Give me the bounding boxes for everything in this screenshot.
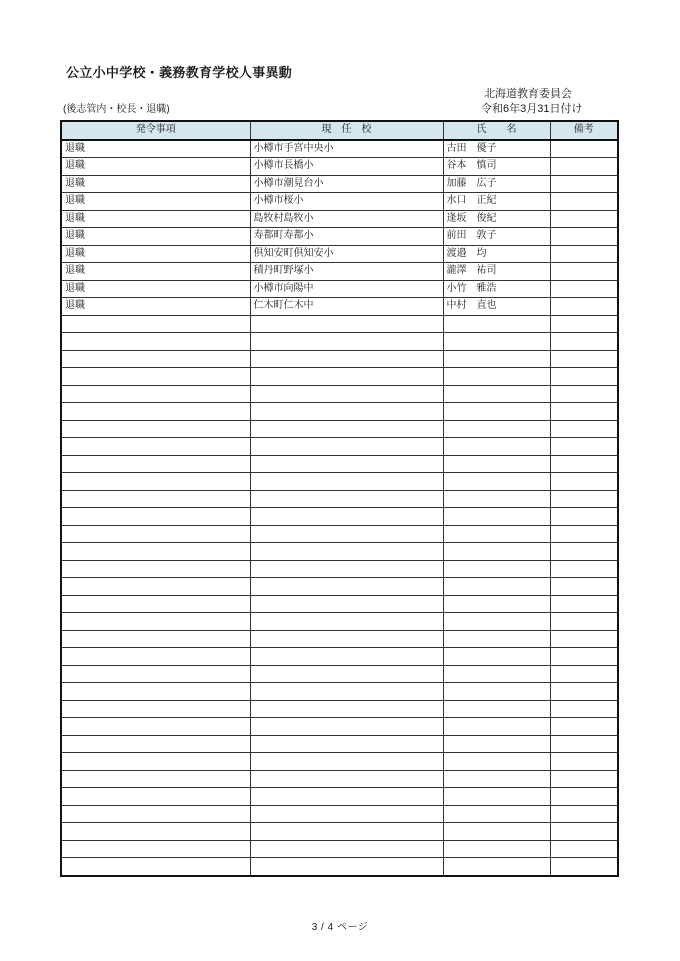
cell-name <box>443 595 550 613</box>
cell-remarks <box>550 858 618 876</box>
cell-name <box>443 350 550 368</box>
table-row <box>61 210 618 228</box>
table-row <box>61 175 618 193</box>
cell-name <box>443 333 550 351</box>
cell-school <box>250 403 443 421</box>
cell-action: 退職 <box>61 228 250 246</box>
cell-action <box>61 753 250 771</box>
cell-remarks <box>550 228 618 246</box>
cell-school: 小樽市潮見台小 <box>250 175 443 193</box>
cell-name <box>443 700 550 718</box>
cell-remarks <box>550 560 618 578</box>
cell-action <box>61 840 250 858</box>
table-row-empty <box>61 718 618 736</box>
cell-remarks <box>550 735 618 753</box>
cell-remarks <box>550 385 618 403</box>
personnel-table <box>60 120 619 877</box>
cell-school <box>250 420 443 438</box>
cell-school <box>250 823 443 841</box>
cell-name <box>443 613 550 631</box>
table-row-empty <box>61 858 618 876</box>
cell-school <box>250 350 443 368</box>
cell-remarks <box>550 175 618 193</box>
cell-school <box>250 315 443 333</box>
cell-action <box>61 630 250 648</box>
cell-action <box>61 788 250 806</box>
cell-remarks <box>550 280 618 298</box>
document-title: 公立小中学校・義務教育学校人事異動 <box>66 65 293 80</box>
cell-action: 退職 <box>61 210 250 228</box>
cell-name <box>443 683 550 701</box>
cell-school <box>250 543 443 561</box>
cell-action <box>61 438 250 456</box>
cell-name: 古田 優子 <box>443 140 550 158</box>
cell-action <box>61 543 250 561</box>
cell-name <box>443 840 550 858</box>
table-row <box>61 158 618 176</box>
cell-action <box>61 595 250 613</box>
cell-school <box>250 508 443 526</box>
cell-name: 前田 敦子 <box>443 228 550 246</box>
cell-remarks <box>550 543 618 561</box>
page-number: 3 / 4 ページ <box>311 922 369 933</box>
cell-name <box>443 490 550 508</box>
cell-school: 島牧村島牧小 <box>250 210 443 228</box>
cell-action <box>61 490 250 508</box>
column-header-school: 現 任 校 <box>250 121 443 140</box>
cell-name: 水口 正紀 <box>443 193 550 211</box>
cell-name: 加藤 広子 <box>443 175 550 193</box>
cell-remarks <box>550 578 618 596</box>
cell-action <box>61 560 250 578</box>
cell-name <box>443 735 550 753</box>
table-row-empty <box>61 595 618 613</box>
table-row-empty <box>61 840 618 858</box>
cell-school <box>250 455 443 473</box>
cell-school <box>250 473 443 491</box>
cell-remarks <box>550 700 618 718</box>
cell-name <box>443 438 550 456</box>
table-row <box>61 140 618 158</box>
cell-remarks <box>550 508 618 526</box>
cell-remarks <box>550 630 618 648</box>
cell-action <box>61 455 250 473</box>
cell-name <box>443 560 550 578</box>
column-header-action: 発令事項 <box>61 121 250 140</box>
cell-name <box>443 543 550 561</box>
cell-remarks <box>550 350 618 368</box>
cell-remarks <box>550 490 618 508</box>
cell-remarks <box>550 315 618 333</box>
cell-action: 退職 <box>61 298 250 316</box>
cell-remarks <box>550 245 618 263</box>
cell-name <box>443 805 550 823</box>
cell-action <box>61 613 250 631</box>
table-row-empty <box>61 630 618 648</box>
table-row-empty <box>61 333 618 351</box>
cell-name <box>443 648 550 666</box>
table-row-empty <box>61 578 618 596</box>
table-row-empty <box>61 665 618 683</box>
table-row-empty <box>61 385 618 403</box>
table-row <box>61 228 618 246</box>
table-row-empty <box>61 700 618 718</box>
cell-school <box>250 595 443 613</box>
cell-action <box>61 858 250 876</box>
cell-name <box>443 403 550 421</box>
cell-action <box>61 315 250 333</box>
cell-action <box>61 648 250 666</box>
cell-remarks <box>550 263 618 281</box>
table-row-empty <box>61 648 618 666</box>
cell-name <box>443 858 550 876</box>
cell-remarks <box>550 298 618 316</box>
cell-school <box>250 630 443 648</box>
effective-date: 令和6年3月31日付け <box>481 103 583 115</box>
table-row <box>61 263 618 281</box>
cell-school <box>250 333 443 351</box>
cell-remarks <box>550 403 618 421</box>
cell-school <box>250 735 443 753</box>
cell-remarks <box>550 333 618 351</box>
document-subtitle: (後志管内・校長・退職) <box>63 104 170 115</box>
cell-name: 小竹 雅浩 <box>443 280 550 298</box>
table-row-empty <box>61 403 618 421</box>
cell-action: 退職 <box>61 263 250 281</box>
cell-school <box>250 665 443 683</box>
cell-school <box>250 385 443 403</box>
cell-action <box>61 333 250 351</box>
cell-school <box>250 578 443 596</box>
cell-school <box>250 840 443 858</box>
cell-remarks <box>550 613 618 631</box>
cell-remarks <box>550 840 618 858</box>
cell-name: 谷本 慎司 <box>443 158 550 176</box>
cell-name <box>443 420 550 438</box>
cell-remarks <box>550 455 618 473</box>
cell-school <box>250 560 443 578</box>
cell-name: 瀧澤 祐司 <box>443 263 550 281</box>
cell-name <box>443 525 550 543</box>
column-header-name: 氏 名 <box>443 121 550 140</box>
table-row <box>61 280 618 298</box>
table-row-empty <box>61 473 618 491</box>
cell-name: 渡邉 均 <box>443 245 550 263</box>
cell-school: 小樽市向陽中 <box>250 280 443 298</box>
cell-action: 退職 <box>61 140 250 158</box>
cell-remarks <box>550 525 618 543</box>
cell-remarks <box>550 438 618 456</box>
cell-action <box>61 385 250 403</box>
cell-action <box>61 508 250 526</box>
cell-remarks <box>550 368 618 386</box>
cell-school <box>250 438 443 456</box>
table-row-empty <box>61 525 618 543</box>
column-header-remarks: 備考 <box>550 121 618 140</box>
cell-action: 退職 <box>61 175 250 193</box>
cell-school: 仁木町仁木中 <box>250 298 443 316</box>
cell-remarks <box>550 665 618 683</box>
cell-school: 寿都町寿都小 <box>250 228 443 246</box>
cell-remarks <box>550 420 618 438</box>
cell-name: 中村 直也 <box>443 298 550 316</box>
cell-school <box>250 700 443 718</box>
table-row <box>61 245 618 263</box>
cell-remarks <box>550 158 618 176</box>
cell-school <box>250 718 443 736</box>
table-row <box>61 298 618 316</box>
table-row-empty <box>61 770 618 788</box>
table-row-empty <box>61 315 618 333</box>
cell-action <box>61 683 250 701</box>
cell-school <box>250 858 443 876</box>
cell-action <box>61 473 250 491</box>
table-row-empty <box>61 438 618 456</box>
cell-action: 退職 <box>61 193 250 211</box>
cell-remarks <box>550 210 618 228</box>
cell-name <box>443 315 550 333</box>
header-row <box>61 121 618 140</box>
cell-action <box>61 665 250 683</box>
cell-school: 倶知安町倶知安小 <box>250 245 443 263</box>
cell-remarks <box>550 805 618 823</box>
table-row-empty <box>61 683 618 701</box>
cell-name <box>443 455 550 473</box>
cell-name: 逢坂 俊紀 <box>443 210 550 228</box>
cell-school: 積丹町野塚小 <box>250 263 443 281</box>
cell-school <box>250 770 443 788</box>
cell-action <box>61 823 250 841</box>
cell-name <box>443 508 550 526</box>
cell-remarks <box>550 473 618 491</box>
cell-remarks <box>550 648 618 666</box>
table-row-empty <box>61 613 618 631</box>
cell-action <box>61 718 250 736</box>
cell-action <box>61 368 250 386</box>
table-body <box>61 140 618 876</box>
cell-school <box>250 490 443 508</box>
cell-remarks <box>550 788 618 806</box>
cell-name <box>443 578 550 596</box>
cell-remarks <box>550 683 618 701</box>
cell-remarks <box>550 718 618 736</box>
cell-name <box>443 630 550 648</box>
cell-school <box>250 648 443 666</box>
cell-school <box>250 525 443 543</box>
table-row-empty <box>61 823 618 841</box>
cell-action <box>61 735 250 753</box>
cell-school: 小樽市桜小 <box>250 193 443 211</box>
table-row-empty <box>61 788 618 806</box>
cell-school <box>250 613 443 631</box>
cell-action <box>61 420 250 438</box>
cell-name <box>443 473 550 491</box>
cell-school: 小樽市手宮中央小 <box>250 140 443 158</box>
cell-remarks <box>550 753 618 771</box>
cell-name <box>443 385 550 403</box>
table-row-empty <box>61 753 618 771</box>
table-row-empty <box>61 490 618 508</box>
cell-action <box>61 403 250 421</box>
cell-school <box>250 805 443 823</box>
cell-action <box>61 770 250 788</box>
cell-name <box>443 718 550 736</box>
table-header <box>61 121 618 140</box>
cell-school: 小樽市長橋小 <box>250 158 443 176</box>
table-row-empty <box>61 508 618 526</box>
cell-school <box>250 753 443 771</box>
cell-name <box>443 788 550 806</box>
table-row <box>61 193 618 211</box>
cell-remarks <box>550 823 618 841</box>
cell-remarks <box>550 595 618 613</box>
cell-remarks <box>550 770 618 788</box>
cell-action <box>61 350 250 368</box>
cell-action <box>61 805 250 823</box>
cell-action <box>61 700 250 718</box>
table-row-empty <box>61 805 618 823</box>
cell-name <box>443 368 550 386</box>
cell-remarks <box>550 140 618 158</box>
table-row-empty <box>61 735 618 753</box>
cell-action: 退職 <box>61 280 250 298</box>
cell-name <box>443 770 550 788</box>
table-row-empty <box>61 543 618 561</box>
cell-action <box>61 525 250 543</box>
table-row-empty <box>61 420 618 438</box>
table-row-empty <box>61 350 618 368</box>
cell-action: 退職 <box>61 245 250 263</box>
cell-action <box>61 578 250 596</box>
cell-action: 退職 <box>61 158 250 176</box>
cell-school <box>250 683 443 701</box>
cell-name <box>443 753 550 771</box>
cell-school <box>250 788 443 806</box>
cell-name <box>443 665 550 683</box>
table-row-empty <box>61 455 618 473</box>
table-row-empty <box>61 560 618 578</box>
cell-school <box>250 368 443 386</box>
cell-name <box>443 823 550 841</box>
cell-remarks <box>550 193 618 211</box>
table-row-empty <box>61 368 618 386</box>
organization-name: 北海道教育委員会 <box>484 88 572 100</box>
